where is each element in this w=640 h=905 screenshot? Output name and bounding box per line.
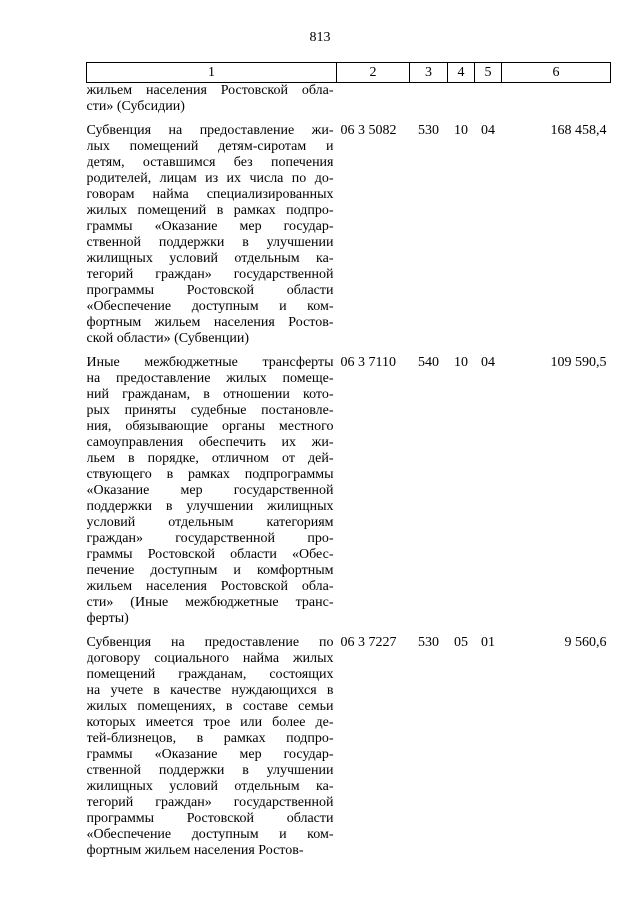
row-description [87, 121, 337, 353]
description-line: сти» (Субсидии) [86, 99, 185, 114]
description-line: жильем населения Ростовской обла- [86, 83, 334, 98]
description-line: льем в порядке, отличном от дей- [86, 451, 334, 466]
section-code [448, 83, 475, 122]
description-line: говорам найма специализированных [86, 187, 334, 202]
row-description [87, 633, 337, 865]
row-description [87, 353, 337, 633]
description-line: граммы Ростовской области «Обес- [86, 547, 334, 562]
description-line: ний гражданам, в отношении кото- [86, 387, 334, 402]
description-line: программы Ростовской области [86, 811, 334, 826]
subsection-code [475, 83, 502, 122]
description-line: ния, обязывающие органы местного [86, 419, 334, 434]
subsection-code: 04 [481, 123, 495, 138]
description-line: договору социального найма жилых [86, 651, 334, 666]
description-line: родителей, лицам из их числа по до- [86, 171, 334, 186]
description-line: жилых помещений в рамках подпро- [86, 203, 334, 218]
column-header: 1 [87, 63, 337, 83]
description-line: «Обеспечение доступным и ком- [86, 827, 334, 842]
table-row [87, 353, 611, 633]
column-header: 3 [410, 63, 448, 83]
expense-type [410, 83, 448, 122]
description-line: ферты) [86, 611, 129, 626]
column-number-header [87, 63, 611, 83]
description-line: Иные межбюджетные трансферты [86, 355, 334, 370]
budget-table [86, 62, 611, 865]
target-article-code [337, 83, 410, 122]
description-line: лых помещений детям-сиротам и [86, 139, 334, 154]
description-line: «Обеспечение доступным и ком- [86, 299, 334, 314]
description-line: тей-близнецов, в рамках подпро- [86, 731, 334, 746]
section-code: 10 [454, 123, 468, 138]
description-line: помещений гражданам, состоящих [86, 667, 334, 682]
description-line: ственной поддержки в улучшении [86, 235, 334, 250]
expense-type: 540 [418, 355, 439, 370]
amount: 109 590,5 [550, 355, 607, 370]
description-line: которых имеется трое или более де- [86, 715, 334, 730]
amount: 168 458,4 [550, 123, 607, 138]
description-line: Субвенция на предоставление по [86, 635, 334, 650]
expense-type: 530 [418, 123, 439, 138]
description-line: ской области» (Субвенции) [86, 331, 250, 346]
subsection-code: 04 [481, 355, 495, 370]
description-line: граммы «Оказание мер государ- [86, 219, 334, 234]
target-article-code: 06 3 7110 [340, 355, 396, 370]
section-code: 10 [454, 355, 468, 370]
description-line: Субвенция на предоставление жи- [86, 123, 334, 138]
description-line: рых приняты судебные постановле- [86, 403, 334, 418]
description-line: детям, оставшимся без попечения [86, 155, 334, 170]
page-number: 813 [309, 30, 331, 45]
description-line: на учете в качестве нуждающихся в [86, 683, 334, 698]
description-line: поддержки в улучшении жилищных [86, 499, 334, 514]
row-description [87, 83, 337, 122]
description-line: самоуправления обеспечить их жи- [86, 435, 334, 450]
subsection-code: 01 [481, 635, 495, 650]
description-line: жилищных условий отдельным ка- [86, 779, 334, 794]
column-header: 2 [337, 63, 410, 83]
description-line: программы Ростовской области [86, 283, 334, 298]
description-line: условий отдельным категориям [86, 515, 334, 530]
description-line: ственной поддержки в улучшении [86, 763, 334, 778]
amount [502, 83, 611, 122]
description-line: «Оказание мер государственной [86, 483, 334, 498]
description-line: тегорий граждан» государственной [86, 267, 334, 282]
description-line: граждан» государственной про- [86, 531, 334, 546]
column-header: 6 [502, 63, 611, 83]
description-line: ствующего в рамках подпрограммы [86, 467, 334, 482]
description-line: сти» (Иные межбюджетные транс- [86, 595, 334, 610]
column-header: 5 [475, 63, 502, 83]
description-line: на предоставление жилых помеще- [86, 371, 334, 386]
table-row [87, 83, 611, 122]
column-header: 4 [448, 63, 475, 83]
description-line: печение доступным и комфортным [86, 563, 334, 578]
description-line: граммы «Оказание мер государ- [86, 747, 334, 762]
description-line: жилых помещениях, в составе семьи [86, 699, 334, 714]
table-row [87, 121, 611, 353]
target-article-code: 06 3 5082 [340, 123, 397, 138]
description-line: фортным жильем населения Ростов- [86, 843, 304, 858]
target-article-code: 06 3 7227 [340, 635, 397, 650]
description-line: жильем населения Ростовской обла- [86, 579, 334, 594]
description-line: тегорий граждан» государственной [86, 795, 334, 810]
expense-type: 530 [418, 635, 439, 650]
description-line: фортным жильем населения Ростов- [86, 315, 334, 330]
amount: 9 560,6 [564, 635, 607, 650]
description-line: жилищных условий отдельным ка- [86, 251, 334, 266]
section-code: 05 [454, 635, 468, 650]
table-body [87, 83, 611, 866]
table-row [87, 633, 611, 865]
